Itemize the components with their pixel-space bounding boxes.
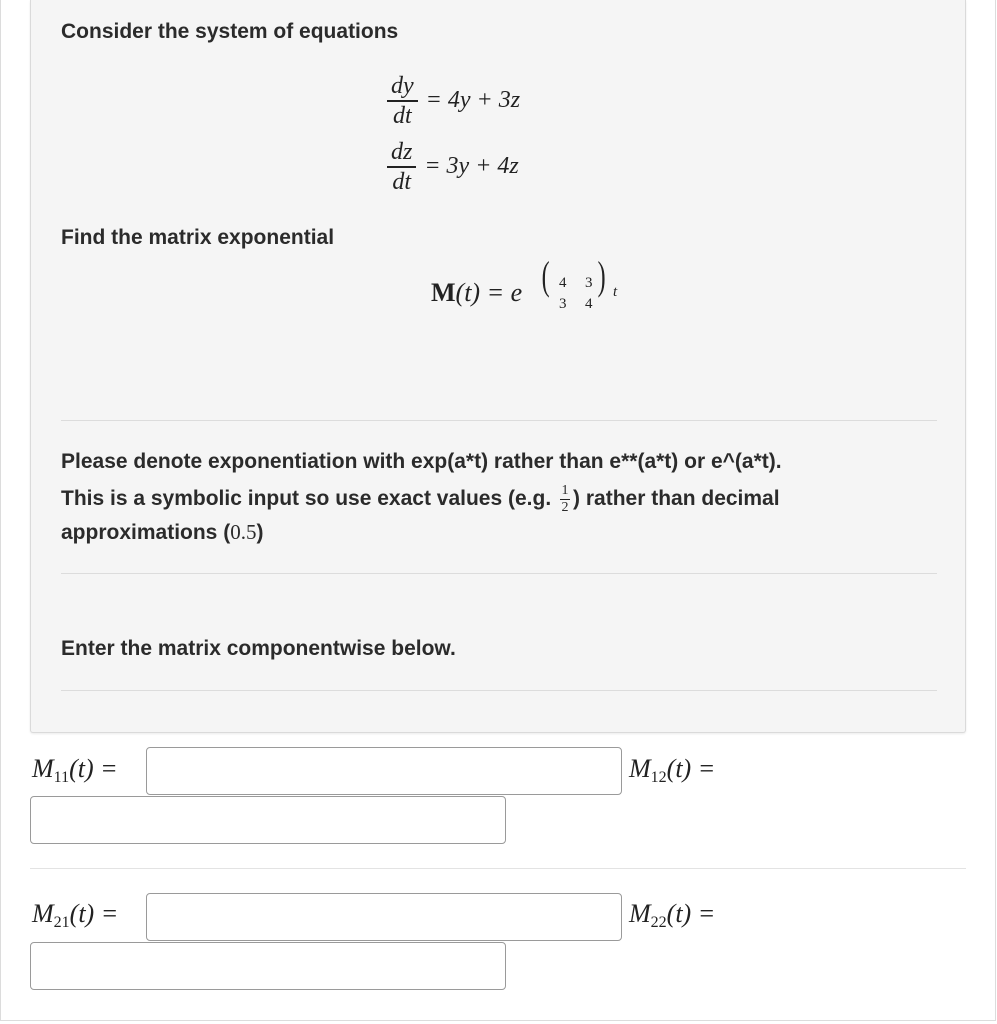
row-separator [30,868,966,869]
find-text: Find the matrix exponential [61,226,335,249]
m12-label: $M_{12}(t)$ = [629,754,716,786]
equation-rhs: = 3y + 4z [424,153,519,180]
problem-panel [30,0,966,733]
note-line-2: This is a symbolic input so use exact values (e.g. $\frac{1}{2}$ ) rather than decimal [61,483,780,515]
m11-label: $M_{11}(t)$ = [32,754,118,786]
m11-input[interactable] [146,747,622,795]
note-line-1: Please denote exponentiation with exp(a*t) rather than e**(a*t) or e^(a*t). [61,450,782,473]
fraction-dy-dt: $\frac{dy}{dt}$ [387,72,418,130]
exponent-variable: t [613,284,618,300]
m21-label: $M_{21}(t)$ = [32,899,119,931]
matrix-cell: 4 [585,296,593,312]
fraction-dz-dt: $\frac{dz}{dt}$ [387,138,416,196]
equation-dz [387,138,519,196]
m12-input[interactable] [30,796,506,844]
matrix-cell: 3 [559,296,567,312]
equation-dy [387,72,520,130]
divider [61,420,937,421]
m21-input[interactable] [146,893,622,941]
intro-text: Consider the system of equations [61,20,399,43]
enter-text: Enter the matrix componentwise below. [61,637,456,660]
matrix-left-paren: ( [541,253,550,298]
matrix-exponential-equation: M(t) = e ( 4 3 3 4 ) t [431,253,618,312]
note-line-3: approximations (0.5) [61,520,264,544]
equation-rhs: = 4y + 3z [425,87,521,114]
matrix-cell: 3 [585,275,593,291]
matrix-right-paren: ) [597,253,606,298]
divider [61,573,937,574]
m22-input[interactable] [30,942,506,990]
m22-label: $M_{22}(t)$ = [629,899,716,931]
half-fraction: $\frac{1}{2}$ [561,483,569,515]
divider [61,690,937,691]
matrix-cell: 4 [559,275,567,291]
